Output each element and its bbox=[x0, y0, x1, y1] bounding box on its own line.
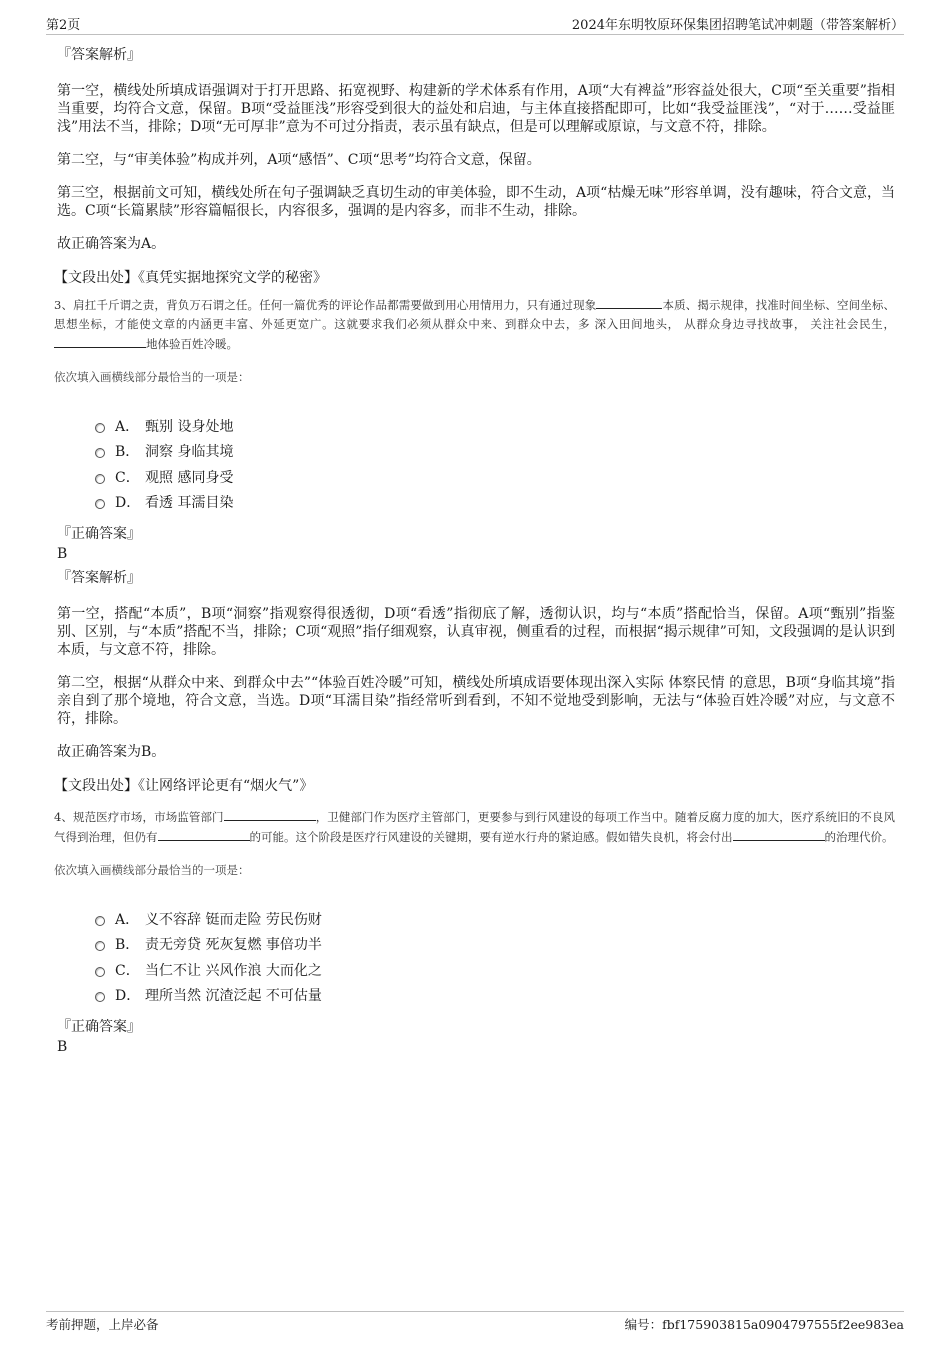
question-prompt: 依次填入画横线部分最恰当的一项是： bbox=[54, 370, 250, 384]
option-b[interactable]: B． 责无旁贷 死灰复燃 事倍功半 bbox=[95, 932, 895, 958]
radio-icon[interactable] bbox=[95, 992, 105, 1002]
option-a[interactable]: A． 义不容辞 铤而走险 劳民伤财 bbox=[95, 906, 895, 932]
answer-conclusion: 故正确答案为A。 bbox=[57, 236, 166, 252]
analysis-paragraph: 第三空，根据前文可知，横线处所在句子强调缺乏真切生动的审美体验，即不生动，A项“枯燥无味”形容单调，没有趣味，符合文意，当选。C项“长篇累牍”形容篇幅很长，内容很多，强调的是内容多，而非不生动，排除。 bbox=[57, 185, 895, 219]
page-footer bbox=[46, 1311, 904, 1336]
fill-blank bbox=[224, 807, 316, 821]
analysis-label: 『答案解析』 bbox=[57, 47, 141, 63]
radio-icon[interactable] bbox=[95, 474, 105, 484]
correct-answer: B bbox=[57, 546, 68, 562]
page-number: 第2页 bbox=[46, 18, 81, 33]
radio-icon[interactable] bbox=[95, 423, 105, 433]
radio-icon[interactable] bbox=[95, 499, 105, 509]
radio-icon[interactable] bbox=[95, 916, 105, 926]
page-header bbox=[46, 12, 904, 35]
option-a[interactable]: A． 甄别 设身处地 bbox=[95, 413, 895, 439]
correct-answer-label: 『正确答案』 bbox=[57, 1019, 141, 1035]
correct-answer-label: 『正确答案』 bbox=[57, 526, 141, 542]
analysis-label: 『答案解析』 bbox=[57, 570, 141, 586]
option-d[interactable]: D． 理所当然 沉渣泛起 不可估量 bbox=[95, 983, 895, 1009]
options-list bbox=[95, 906, 895, 1008]
passage-source: 【文段出处】《让网络评论更有“烟火气”》 bbox=[54, 778, 314, 794]
option-c[interactable]: C． 当仁不让 兴风作浪 大而化之 bbox=[95, 957, 895, 983]
passage-source: 【文段出处】《真凭实据地探究文学的秘密》 bbox=[54, 270, 327, 286]
fill-blank bbox=[158, 827, 250, 841]
answer-conclusion: 故正确答案为B。 bbox=[57, 744, 166, 760]
radio-icon[interactable] bbox=[95, 967, 105, 977]
analysis-paragraph: 第一空，横线处所填成语强调对于打开思路、拓宽视野、构建新的学术体系有作用，A项“大有裨益”形容益处很大，C项“至关重要”指相当重要，均符合文意，保留。B项“受益匪浅”形容受到很大的益处和启迪，与主体直接搭配即可，比如“我受益匪浅”，“对于……受益匪浅”用法不当，排除；D项“无可厚非”意为不可过分指责，表示虽有缺点，但是可以理解或原谅，与文意不符，排除。 bbox=[57, 83, 895, 135]
footer-slogan: 考前押题，上岸必备 bbox=[46, 1317, 159, 1332]
options-list bbox=[95, 413, 895, 515]
document-code: 编号：fbf175903815a0904797555f2ee983ea bbox=[624, 1317, 904, 1332]
question-4-text: 4、规范医疗市场，市场监管部门 ，卫健部门作为医疗主管部门，更要参与到行风建设的每项工作当中。随着反腐力度的加大，医疗系统旧的不良风气得到治理，但仍有 的可能。这个阶段是医疗行风建设的关键期，要有逆水行舟的紧迫感。假如错失良机，将会付出 的治理代价。 bbox=[54, 807, 895, 847]
option-b[interactable]: B． 洞察 身临其境 bbox=[95, 439, 895, 465]
analysis-paragraph: 第二空，与“审美体验”构成并列，A项“感悟”、C项“思考”均符合文意，保留。 bbox=[57, 152, 541, 168]
correct-answer: B bbox=[57, 1039, 68, 1055]
fill-blank bbox=[733, 827, 825, 841]
radio-icon[interactable] bbox=[95, 448, 105, 458]
analysis-paragraph: 第二空，根据“从群众中来、到群众中去”“体验百姓冷暖”可知，横线处所填成语要体现出深入实际 体察民情 的意思，B项“身临其境”指亲自到了那个境地，符合文意，当选。D项“耳濡目染”指经常听到看到，不知不觉地受到影响，无法与“体验百姓冷暖”对应，与文意不符，排除。 bbox=[57, 675, 895, 727]
question-prompt: 依次填入画横线部分最恰当的一项是： bbox=[54, 863, 250, 877]
question-3-text: 3、肩扛千斤谓之责，背负万石谓之任。任何一篇优秀的评论作品都需要做到用心用情用力，只有通过现象 本质、揭示规律，找准时间坐标、空间坐标、思想坐标，才能使文章的内涵更丰富、外延更宽广。这就要求我们必须从群众中来、到群众中去，多 深入田间地头， 从群众身边寻找故事， 关注社会民生，地体验百姓冷暖。 bbox=[54, 295, 895, 354]
page-content bbox=[54, 46, 895, 1062]
fill-blank bbox=[596, 295, 662, 309]
fill-blank bbox=[54, 334, 146, 348]
document-title: 2024年东明牧原环保集团招聘笔试冲刺题（带答案解析） bbox=[571, 18, 904, 33]
option-d[interactable]: D． 看透 耳濡目染 bbox=[95, 490, 895, 516]
analysis-paragraph: 第一空，搭配“本质”，B项“洞察”指观察得很透彻，D项“看透”指彻底了解，透彻认识，均与“本质”搭配恰当，保留。A项“甄别”指鉴别、区别，与“本质”搭配不当，排除；C项“观照”指仔细观察，认真审视，侧重看的过程，而根据“揭示规律”可知，文段强调的是认识到本质，与文意不符，排除。 bbox=[57, 606, 895, 658]
radio-icon[interactable] bbox=[95, 941, 105, 951]
option-c[interactable]: C． 观照 感同身受 bbox=[95, 464, 895, 490]
